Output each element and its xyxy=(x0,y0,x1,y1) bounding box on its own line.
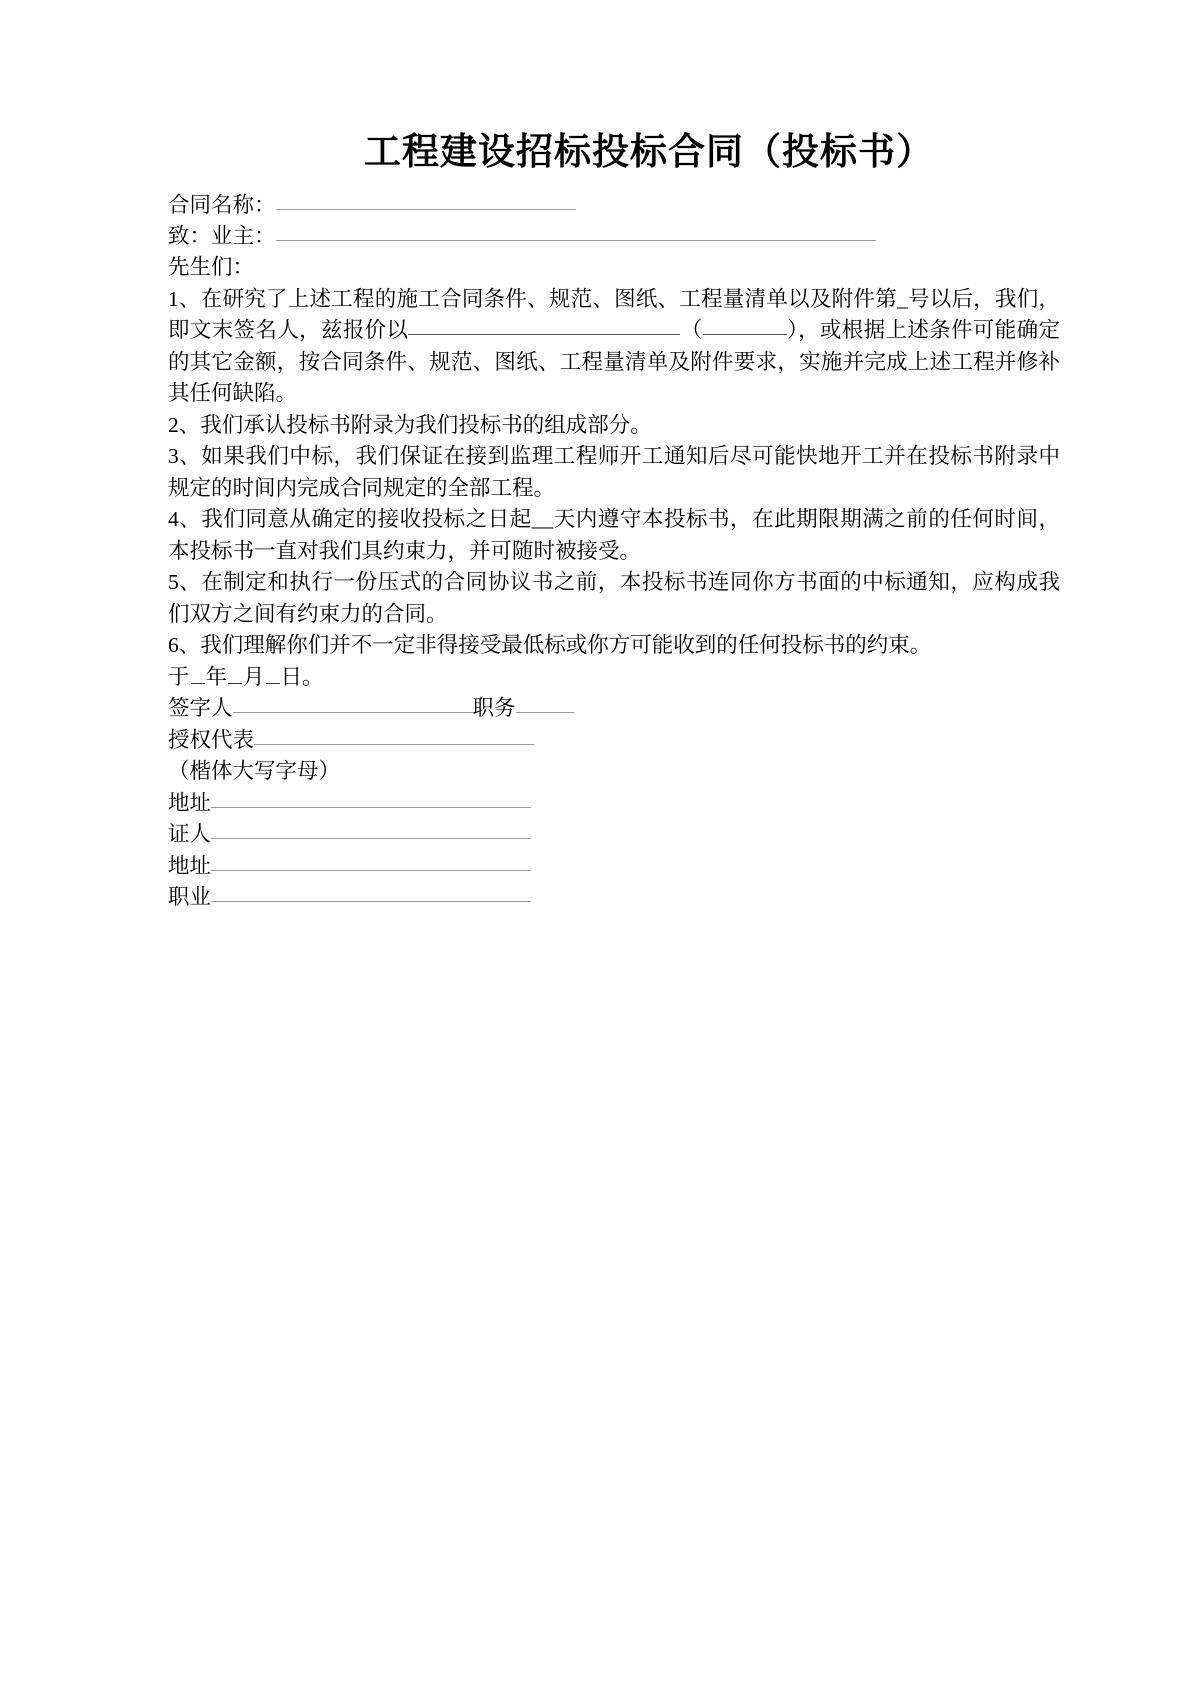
clause-6: 6、我们理解你们并不一定非得接受最低标或你方可能收到的任何投标书的约束。 xyxy=(168,633,932,658)
document-content xyxy=(168,130,1060,914)
clause-1 xyxy=(168,284,1060,410)
address-blank-1[interactable] xyxy=(211,790,531,808)
occupation-label: 职业 xyxy=(168,885,212,910)
signature-signer-blank[interactable] xyxy=(233,695,473,713)
address-line-1 xyxy=(168,788,1060,820)
date-month-label: 月 xyxy=(243,664,265,689)
salutation: 先生们： xyxy=(168,255,255,280)
address-blank-2[interactable] xyxy=(211,853,531,871)
field-owner-label: 致：业主： xyxy=(168,224,276,249)
witness-blank[interactable] xyxy=(211,821,531,839)
signature-signer-line xyxy=(168,693,1060,725)
signature-signer-label: 签字人 xyxy=(168,696,233,721)
date-month-blank[interactable] xyxy=(228,668,242,684)
clause-3: 3、如果我们中标，我们保证在接到监理工程师开工通知后尽可能快地开工并在投标书附录中规定的时间内完成合同规定的全部工程。 xyxy=(168,444,1060,500)
block-letters-note-label: （楷体大写字母） xyxy=(168,759,341,784)
witness-label: 证人 xyxy=(168,822,212,847)
address-label-2: 地址 xyxy=(168,853,212,878)
signature-position-label: 职务 xyxy=(472,696,516,721)
clause-2: 2、我们承认投标书附录为我们投标书的组成部分。 xyxy=(168,412,652,437)
clause-1-text-part1: 1、在研究了上述工程的施工合同条件、规范、图纸、工程量清单以及附件第_号以后，我们，即文末签名人，兹报价以 xyxy=(168,286,1060,343)
authorized-rep-label: 授权代表 xyxy=(168,727,255,752)
authorized-rep-blank[interactable] xyxy=(254,727,534,745)
clause-1-paren-open: （ xyxy=(680,318,703,343)
clause-1-text-part3: ），或根据上述条件可能确定的其它金额，按合同条件、规范、图纸、工程量清单及附件要求，实施并完成上述工程并修补其任何缺陷。 xyxy=(168,318,1060,406)
clause-4: 4、我们同意从确定的接收投标之日起__天内遵守本投标书，在此期限期满之前的任何时间，本投标书一直对我们具约束力，并可随时被接受。 xyxy=(168,507,1060,563)
authorized-rep-line xyxy=(168,725,1060,757)
occupation-blank[interactable] xyxy=(211,884,531,902)
field-contract-name xyxy=(168,190,1060,221)
date-year-blank[interactable] xyxy=(191,668,205,684)
address-line-2 xyxy=(168,851,1060,883)
occupation-line xyxy=(168,882,1060,914)
witness-line xyxy=(168,819,1060,851)
date-line xyxy=(168,662,1060,694)
date-prefix: 于 xyxy=(168,664,190,689)
clause-1-price-blank[interactable] xyxy=(408,317,680,335)
clause-1-amount-blank[interactable] xyxy=(703,317,787,335)
date-day-blank[interactable] xyxy=(266,668,280,684)
field-owner-blank[interactable] xyxy=(276,223,876,241)
block-letters-note xyxy=(168,756,1060,788)
field-owner xyxy=(168,221,1060,252)
date-year-label: 年 xyxy=(205,664,228,689)
field-contract-name-blank[interactable] xyxy=(276,192,576,210)
field-contract-name-label: 合同名称： xyxy=(168,193,276,218)
clause-5: 5、在制定和执行一份压式的合同协议书之前，本投标书连同你方书面的中标通知，应构成我们双方之间有约束力的合同。 xyxy=(168,570,1060,626)
page-title: 工程建设招标投标合同（投标书） xyxy=(364,132,934,173)
date-day-label: 日。 xyxy=(280,664,324,689)
address-label-1: 地址 xyxy=(168,790,212,815)
signature-position-blank[interactable] xyxy=(516,695,574,713)
